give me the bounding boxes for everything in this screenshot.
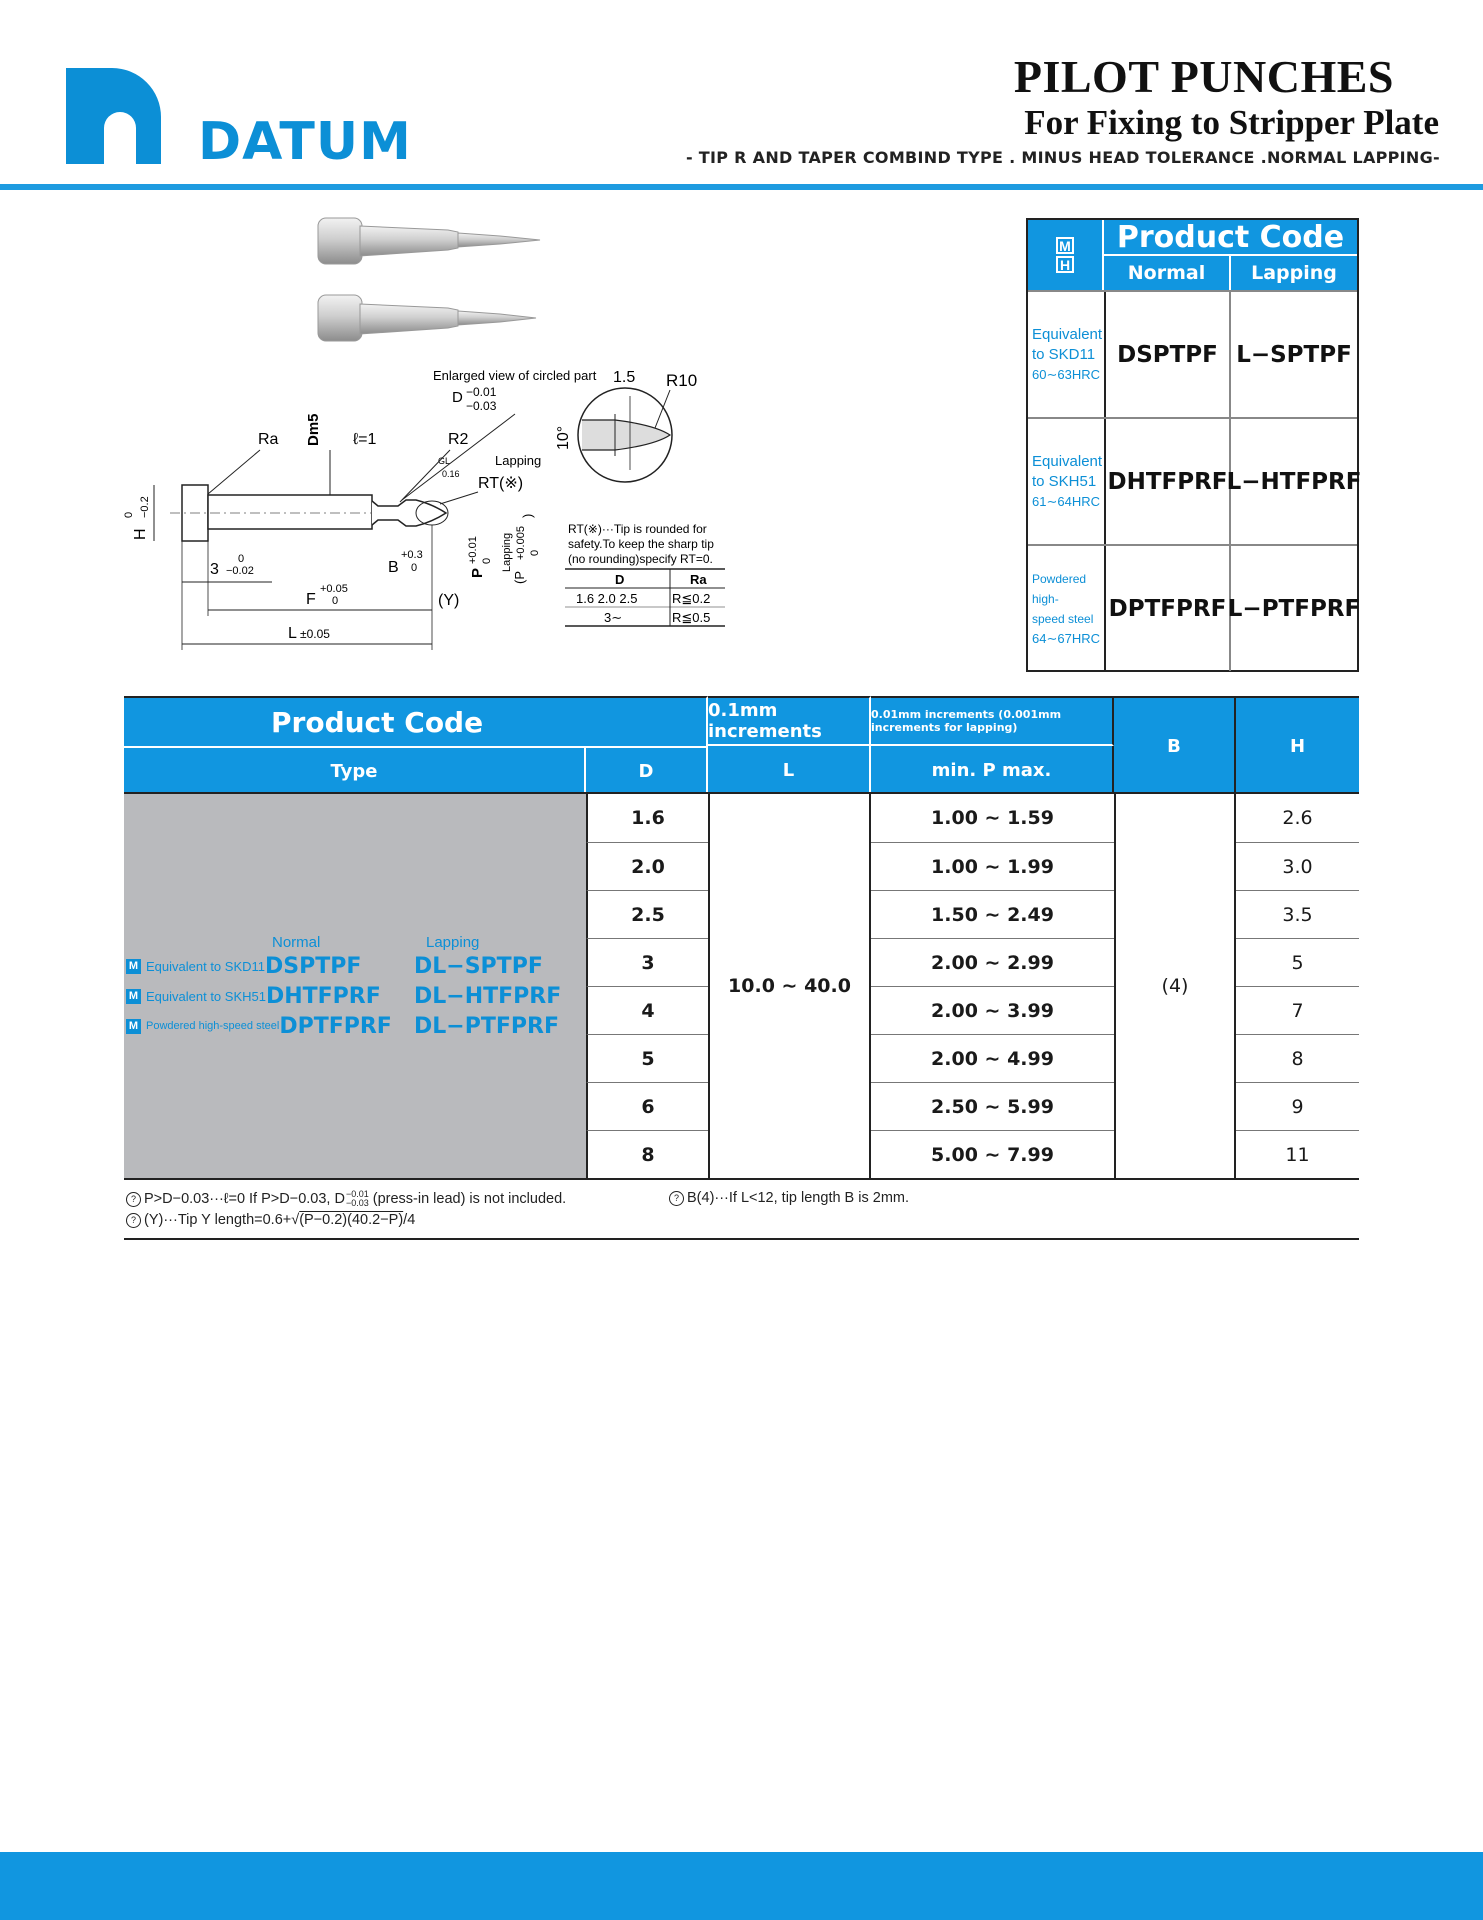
d-tol-bot: −0.03 xyxy=(466,399,497,413)
p-tol-top: +0.01 xyxy=(467,536,479,564)
increment-001-label: 0.01mm increments (0.001mm increments for lapping) xyxy=(871,696,1114,746)
angle-label: 10° xyxy=(555,425,572,450)
b-value-cell: (4) xyxy=(1114,794,1236,1178)
three-tol-bot: −0.02 xyxy=(226,565,254,577)
p-range-cell: 1.00 ∼ 1.99 xyxy=(871,842,1114,890)
page-tagline: - TIP R AND TAPER COMBIND TYPE . MINUS HEAD TOLERANCE .NORMAL LAPPING- xyxy=(685,148,1440,167)
d-cell: 6 xyxy=(586,1082,708,1130)
p-range-cell: 2.00 ∼ 3.99 xyxy=(871,986,1114,1034)
page-subtitle: For Fixing to Stripper Plate xyxy=(1024,103,1439,142)
f-label: F xyxy=(306,591,316,608)
ra-table-cell: R≦0.5 xyxy=(672,610,711,625)
r2-label: R2 xyxy=(448,431,469,448)
lapping-column-header: Lapping xyxy=(1251,262,1337,284)
type-lapping-code: DL−HTFPRF xyxy=(414,983,562,1009)
type-normal-code: DHTFPRF xyxy=(265,983,381,1009)
m-mark-icon: M xyxy=(1056,237,1074,254)
ra-table-head-d: D xyxy=(615,572,625,587)
rt-note-1: RT(※)···Tip is rounded for xyxy=(568,522,707,536)
rt-note-2: safety.To keep the sharp tip xyxy=(568,537,714,551)
ra-table-head-ra: Ra xyxy=(690,572,707,587)
b-label: B xyxy=(388,559,399,576)
m-mark-icon: M xyxy=(126,989,141,1004)
type-normal-code: DPTFPRF xyxy=(279,1013,392,1039)
page-title: PILOT PUNCHES xyxy=(1013,51,1394,102)
b-tol-bot: 0 xyxy=(411,562,418,574)
spec-table xyxy=(124,696,1359,1246)
h-label: H xyxy=(132,528,149,540)
lapping-code: L−HTFPRF xyxy=(1226,468,1362,495)
type-lapping-code: DL−PTFPRF xyxy=(414,1013,559,1039)
h-cell: 3.5 xyxy=(1236,890,1359,938)
note-icon: ? xyxy=(126,1213,141,1228)
note-1: ? P>D−0.03···ℓ=0 If P>D−0.03, D −0.01 −0.03 (press-in lead) is not included. xyxy=(126,1190,566,1208)
type-material: Equivalent to SKH51 xyxy=(146,988,266,1004)
normal-code: DHTFPRF xyxy=(1104,419,1231,544)
brand-name: DATUM xyxy=(198,112,412,172)
three-label: 3 xyxy=(210,561,219,578)
enlarged-label: Enlarged view of circled part xyxy=(433,368,597,383)
y-label: (Y) xyxy=(438,592,460,609)
m-mark-icon: M xyxy=(126,1019,141,1034)
d-cell: 2.0 xyxy=(586,842,708,890)
d-cell: 8 xyxy=(586,1130,708,1178)
col-l-header: L xyxy=(708,746,871,794)
type-row xyxy=(126,1012,559,1040)
dim-1.5: 1.5 xyxy=(613,369,636,386)
ell-label: ℓ=1 xyxy=(353,431,377,448)
lap-p-tol-top: +0.005 xyxy=(515,526,527,560)
three-tol-top: 0 xyxy=(238,553,245,565)
m-mark-icon: M xyxy=(126,959,141,974)
type-row xyxy=(126,952,543,980)
lapping-code: L−SPTPF xyxy=(1236,341,1352,368)
material-cell: Equivalent to SKH51 61∼64HRC xyxy=(1032,452,1103,509)
footer-bar xyxy=(0,1852,1483,1920)
lap-p-close: ) xyxy=(520,513,535,518)
technical-drawing xyxy=(110,200,750,660)
ra-label: Ra xyxy=(258,431,279,448)
l-tol: ±0.05 xyxy=(300,627,330,641)
spec-table-title: Product Code xyxy=(124,696,708,746)
b-tol-top: +0.3 xyxy=(401,549,423,561)
h-cell: 2.6 xyxy=(1282,807,1313,829)
col-type-header: Type xyxy=(124,746,586,794)
note-icon: ? xyxy=(126,1192,141,1207)
lapping-code: L−PTFPRF xyxy=(1227,595,1361,622)
lap-p-tol-bot: 0 xyxy=(529,549,541,556)
normal-code: DPTFPRF xyxy=(1104,546,1231,671)
l-label: L xyxy=(288,625,297,642)
h-cell: 9 xyxy=(1236,1082,1359,1130)
col-d-header: D xyxy=(586,746,708,794)
col-h-header: H xyxy=(1236,696,1359,794)
r016-label: 0.16 xyxy=(442,469,460,479)
d-cell: 5 xyxy=(586,1034,708,1082)
d-cell: 3 xyxy=(586,938,708,986)
lapping-label: Lapping xyxy=(495,453,542,468)
normal-code: DSPTPF xyxy=(1104,292,1231,417)
product-code-title: Product Code xyxy=(1104,220,1357,256)
product-code-row xyxy=(1028,290,1357,417)
ra-table xyxy=(565,569,725,626)
r10-label: R10 xyxy=(666,371,698,390)
d-cell: 1.6 xyxy=(586,794,708,842)
h-cell: 11 xyxy=(1236,1130,1359,1178)
p-range-cell: 2.00 ∼ 2.99 xyxy=(871,938,1114,986)
type-material: Equivalent to SKD11 xyxy=(146,958,265,974)
material-cell: Powdered high- speed steel 64∼67HRC xyxy=(1032,571,1100,646)
datum-logo-icon xyxy=(66,68,164,164)
h-tol-top: 0 xyxy=(123,511,135,518)
material-cell: Equivalent to SKD11 60∼63HRC xyxy=(1032,325,1103,382)
p-range-cell: 2.50 ∼ 5.99 xyxy=(871,1082,1114,1130)
p-range-cell: 1.00 ∼ 1.59 xyxy=(931,807,1054,829)
f-tol-bot: 0 xyxy=(332,595,339,607)
type-lapping-code: DL−SPTPF xyxy=(414,953,543,979)
type-lapping-label: Lapping xyxy=(426,934,480,951)
note-3: ? (Y)···Tip Y length=0.6+√(P−0.2)(40.2−P)/4 xyxy=(126,1212,415,1228)
d-label: D xyxy=(452,389,463,406)
p-label: P xyxy=(469,567,486,578)
type-block xyxy=(124,794,586,1178)
l-range-cell: 10.0 ∼ 40.0 xyxy=(708,794,871,1178)
increment-01-label: 0.1mm increments xyxy=(708,696,871,746)
punch-photo-2 xyxy=(318,295,536,341)
h-cell: 7 xyxy=(1236,986,1359,1034)
type-row xyxy=(126,982,562,1010)
p-range-cell: 5.00 ∼ 7.99 xyxy=(871,1130,1114,1178)
ra-table-cell: 3∼ xyxy=(604,610,623,625)
col-p-header: min. P max. xyxy=(871,746,1114,794)
dm5-label: Dm5 xyxy=(305,413,322,446)
product-code-row xyxy=(1028,417,1362,544)
note-2: ? B(4)···If L<12, tip length B is 2mm. xyxy=(669,1190,909,1206)
ra-table-cell: R≦0.2 xyxy=(672,591,711,606)
type-normal-code: DSPTPF xyxy=(265,953,362,979)
type-normal-label: Normal xyxy=(272,934,321,951)
p-range-cell: 1.50 ∼ 2.49 xyxy=(871,890,1114,938)
h-tol-bot: −0.2 xyxy=(139,496,151,518)
gl-label: GL xyxy=(438,456,451,466)
h-cell: 5 xyxy=(1236,938,1359,986)
type-material: Powdered high-speed steel xyxy=(146,1020,280,1032)
h-cell: 8 xyxy=(1236,1034,1359,1082)
col-b-header: B xyxy=(1114,696,1236,794)
h-mark-icon: H xyxy=(1056,256,1074,273)
lap-p-label: Lapping xyxy=(501,532,513,572)
d-tol-top: −0.01 xyxy=(466,385,497,399)
lap-p-paren: (P xyxy=(512,571,527,584)
note-icon: ? xyxy=(669,1191,684,1206)
product-code-row xyxy=(1028,544,1361,671)
ra-table-cell: 1.6 2.0 2.5 xyxy=(576,591,638,606)
normal-column-header: Normal xyxy=(1104,256,1231,290)
punch-photo-1 xyxy=(318,218,540,264)
d-cell: 2.5 xyxy=(586,890,708,938)
rt-label: RT(※) xyxy=(478,475,524,492)
p-tol-bot: 0 xyxy=(481,557,493,564)
mh-mark xyxy=(1028,220,1104,290)
rt-note-3: (no rounding)specify RT=0. xyxy=(568,552,713,566)
header-rule xyxy=(0,184,1483,190)
h-cell: 3.0 xyxy=(1236,842,1359,890)
f-tol-top: +0.05 xyxy=(320,583,348,595)
p-range-cell: 2.00 ∼ 4.99 xyxy=(871,1034,1114,1082)
d-cell: 4 xyxy=(586,986,708,1034)
product-code-table xyxy=(1026,218,1362,672)
